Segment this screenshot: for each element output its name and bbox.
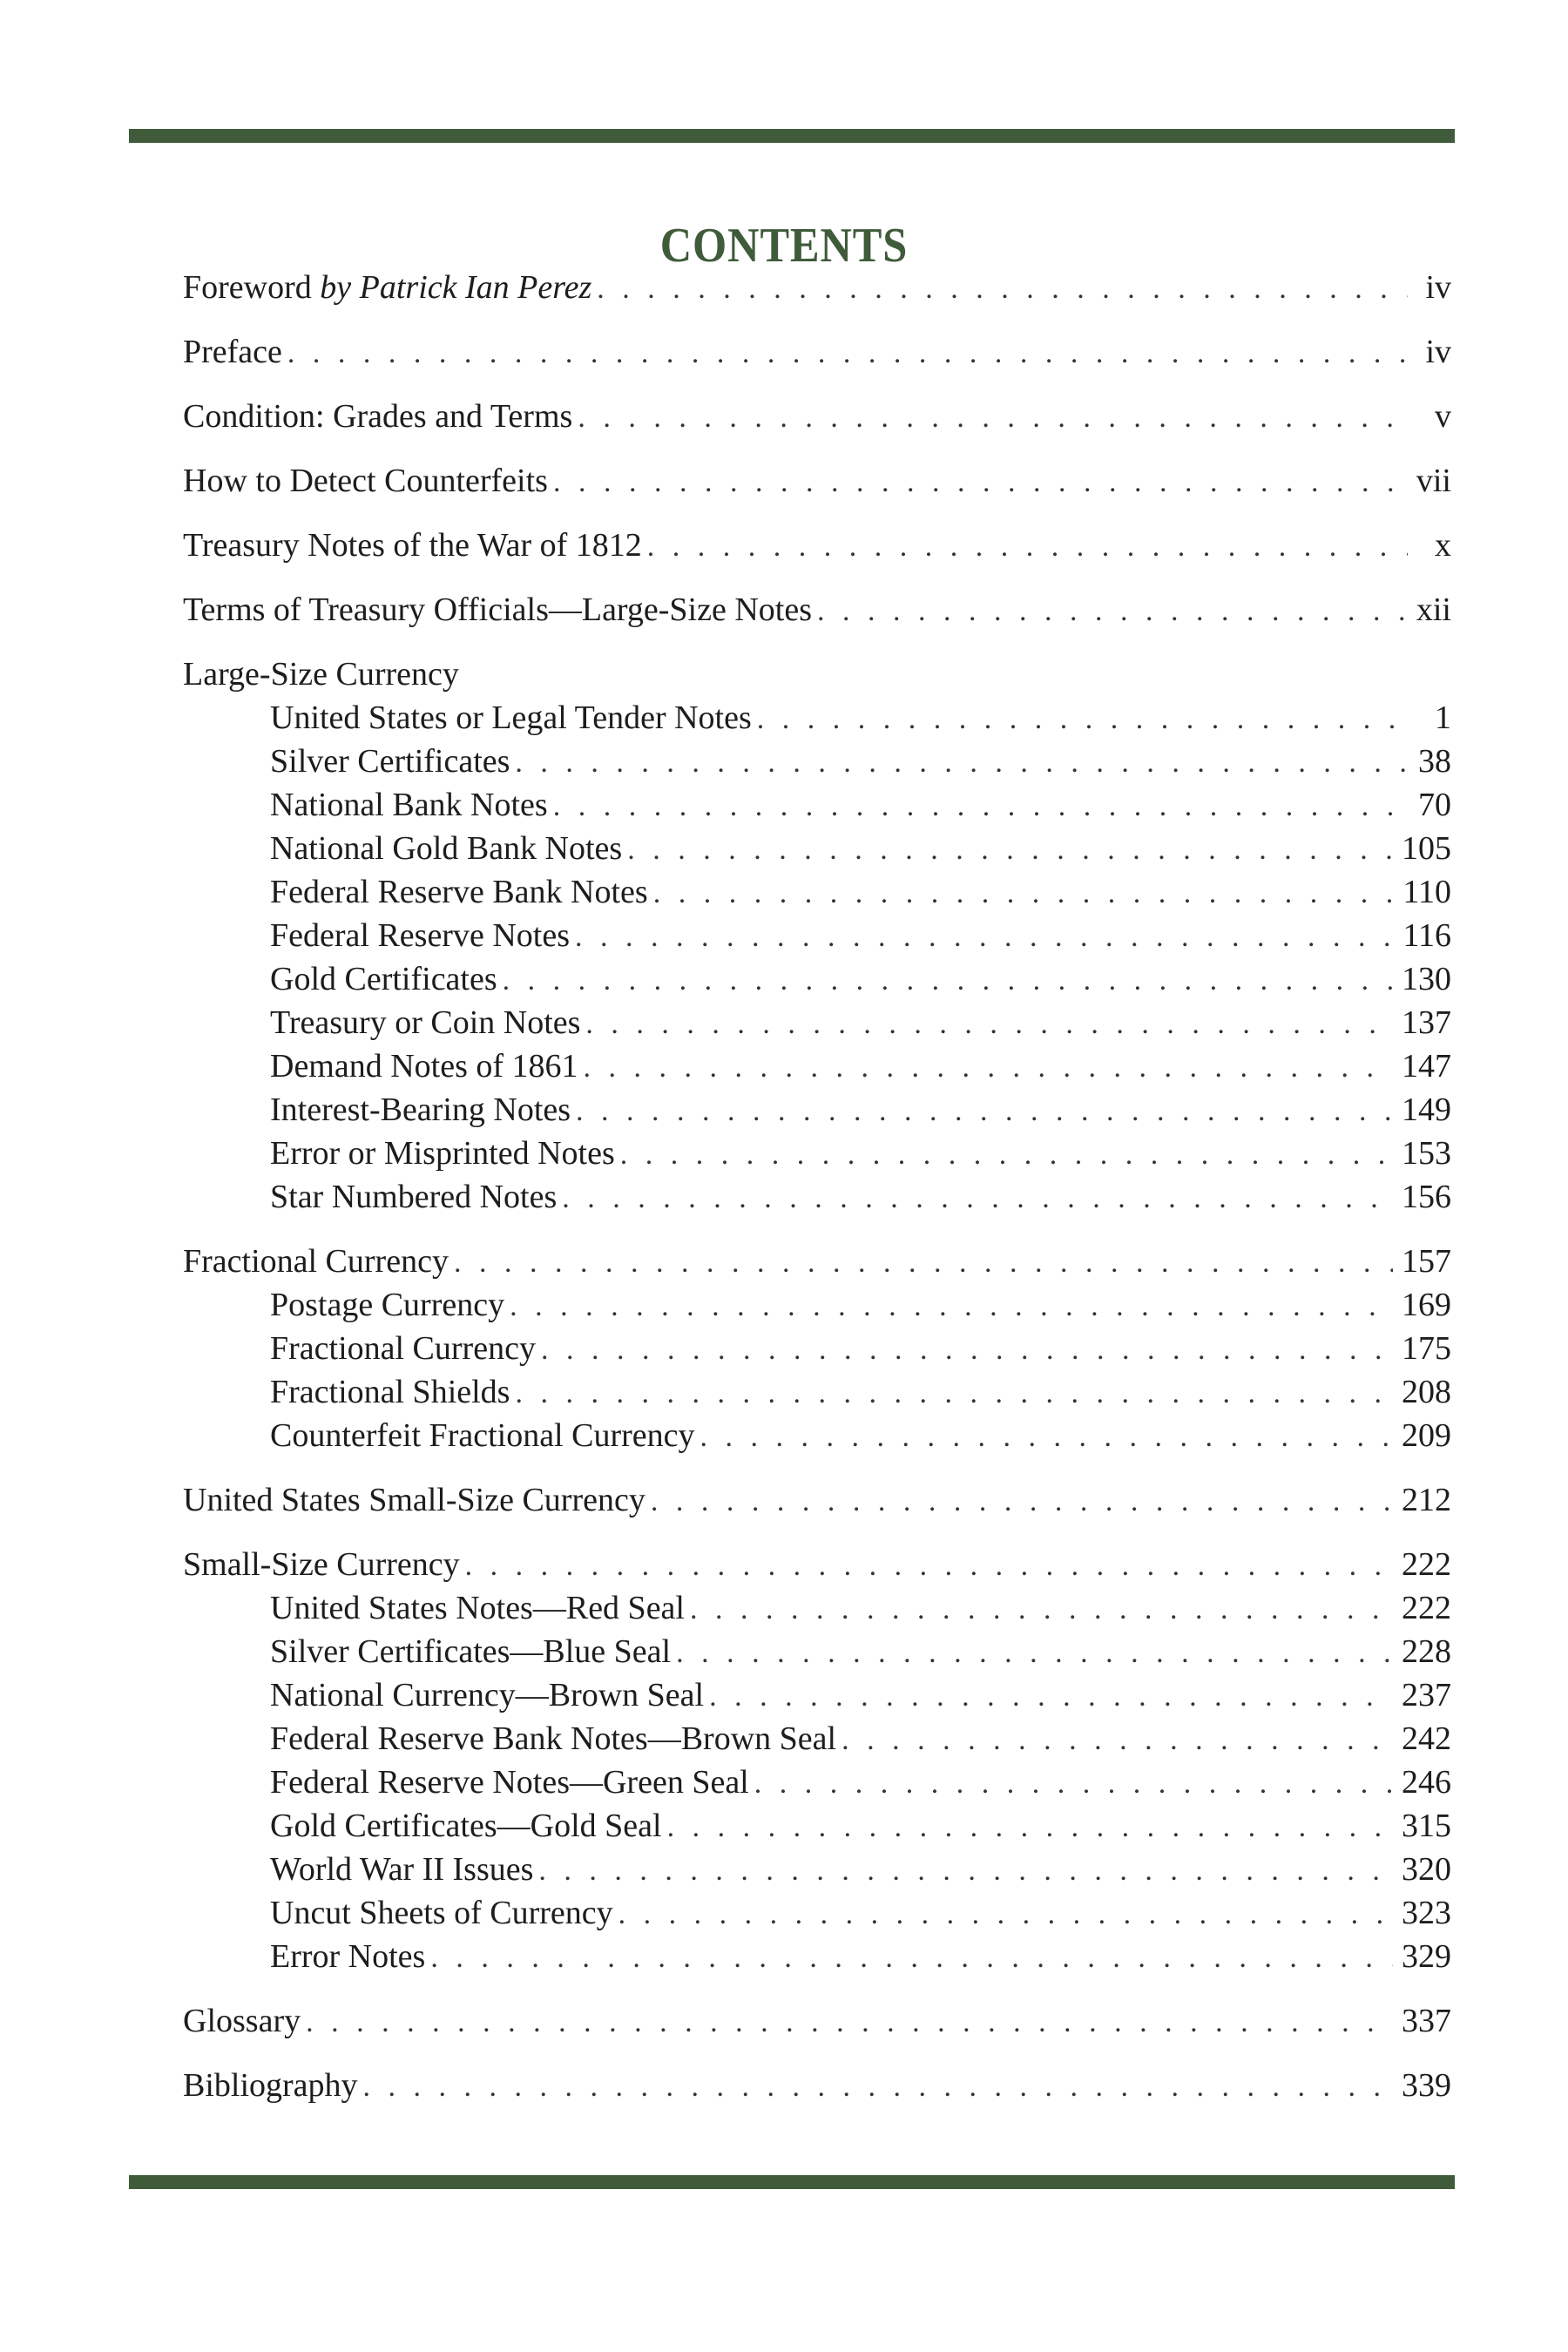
entry-title: Condition: Grades and Terms [183, 398, 573, 435]
entry-title: Counterfeit Fractional Currency [270, 1417, 695, 1454]
entry-title: Federal Reserve Bank Notes [270, 874, 648, 910]
toc-entry [183, 2064, 1451, 2107]
toc-subentry [183, 870, 1451, 914]
toc-subentry [183, 1370, 1451, 1414]
page-number: 242 [1402, 1720, 1451, 1757]
dot-leader [817, 590, 1408, 633]
entry-title: Silver Certificates [270, 743, 510, 780]
page-number: v [1435, 398, 1451, 435]
page-number: 222 [1402, 1590, 1451, 1626]
page-number: 237 [1402, 1677, 1451, 1713]
dot-leader [841, 1719, 1393, 1762]
entry-author: by Patrick Ian Perez [320, 269, 592, 306]
dot-leader [576, 1090, 1393, 1133]
page-number: vii [1416, 463, 1451, 499]
page-number: 137 [1402, 1004, 1451, 1041]
bottom-rule [129, 2175, 1455, 2189]
toc-entry [183, 459, 1451, 503]
dot-leader [575, 916, 1394, 959]
dot-leader [597, 267, 1408, 311]
toc-subentry [183, 1088, 1451, 1132]
entry-title: Fractional Shields [270, 1374, 510, 1410]
entry-title: Federal Reserve Notes [270, 917, 570, 954]
toc-subentry [183, 1630, 1451, 1673]
entry-title: Treasury or Coin Notes [270, 1004, 581, 1041]
dot-leader [553, 461, 1408, 504]
toc-entry [183, 1999, 1451, 2043]
entry-title: Star Numbered Notes [270, 1179, 558, 1215]
page-number: 222 [1402, 1546, 1451, 1583]
entry-title: How to Detect Counterfeits [183, 463, 548, 499]
entry-title: World War II Issues [270, 1851, 534, 1888]
page-number: x [1435, 527, 1451, 564]
entry-title: National Currency—Brown Seal [270, 1677, 705, 1713]
entry-title: Preface [183, 334, 282, 370]
dot-leader [541, 1328, 1393, 1372]
toc-entry [183, 588, 1451, 632]
dot-leader [647, 525, 1408, 569]
toc-group [183, 1240, 1451, 1457]
entry-title: Error or Misprinted Notes [270, 1135, 615, 1172]
dot-leader [757, 698, 1408, 741]
toc-subentry [183, 1717, 1451, 1761]
toc-subentry [183, 1761, 1451, 1804]
page-number: 329 [1402, 1938, 1451, 1975]
dot-leader [700, 1416, 1393, 1459]
dot-leader [515, 741, 1408, 785]
page-number: 156 [1402, 1179, 1451, 1215]
dot-leader [465, 1544, 1393, 1588]
toc-subentry [183, 1891, 1451, 1935]
page-number: xii [1416, 591, 1451, 628]
toc-entry [183, 395, 1451, 438]
dot-leader [454, 1241, 1393, 1285]
toc-subentry [183, 1414, 1451, 1457]
dot-leader [667, 1806, 1393, 1849]
dot-leader [620, 1133, 1393, 1177]
dot-leader [306, 2001, 1393, 2044]
page-number: 323 [1402, 1895, 1451, 1931]
toc-subentry [183, 957, 1451, 1001]
toc-subentry [183, 827, 1451, 870]
toc-group [183, 524, 1451, 567]
entry-title: Foreword by Patrick Ian Perez [183, 269, 592, 306]
toc-subentry [183, 1283, 1451, 1327]
entry-title: Uncut Sheets of Currency [270, 1895, 613, 1931]
entry-title: Fractional Currency [270, 1330, 536, 1367]
entry-title: Federal Reserve Bank Notes—Brown Seal [270, 1720, 837, 1757]
dot-leader [754, 1762, 1393, 1806]
page-number: 228 [1402, 1633, 1451, 1670]
dot-leader [553, 785, 1408, 828]
toc-entry [183, 1240, 1451, 1283]
toc-subentry [183, 1586, 1451, 1630]
page-number: 337 [1402, 2003, 1451, 2039]
toc-group [183, 459, 1451, 503]
dot-leader [510, 1285, 1393, 1328]
page-number: 1 [1435, 700, 1451, 736]
dot-leader [585, 1003, 1393, 1046]
entry-title: United States Small-Size Currency [183, 1482, 645, 1518]
dot-leader [578, 396, 1408, 440]
toc-entry [183, 1543, 1451, 1586]
entry-title: Postage Currency [270, 1287, 505, 1323]
dot-leader [690, 1588, 1393, 1632]
entry-title: United States Notes—Red Seal [270, 1590, 685, 1626]
toc-group [183, 1999, 1451, 2043]
entry-title: Demand Notes of 1861 [270, 1048, 578, 1085]
entry-title: Fractional Currency [183, 1243, 449, 1280]
toc-subentry [183, 1132, 1451, 1175]
page-number: 320 [1402, 1851, 1451, 1888]
toc-group [183, 1478, 1451, 1522]
entry-title: Federal Reserve Notes—Green Seal [270, 1764, 749, 1801]
dot-leader [538, 1849, 1393, 1893]
toc-group [183, 395, 1451, 438]
entry-title: Treasury Notes of the War of 1812 [183, 527, 642, 564]
toc-subentry [183, 1001, 1451, 1044]
dot-leader [287, 332, 1408, 375]
dot-leader [676, 1632, 1393, 1675]
toc-group [183, 2064, 1451, 2107]
page-number: 130 [1402, 961, 1451, 997]
toc-group [183, 266, 1451, 309]
entry-title: Gold Certificates—Gold Seal [270, 1808, 662, 1844]
page-number: 70 [1418, 787, 1451, 823]
page-number: 315 [1402, 1808, 1451, 1844]
dot-leader [503, 959, 1393, 1003]
entry-title: National Gold Bank Notes [270, 830, 623, 867]
page-number: iv [1425, 334, 1451, 370]
toc-subentry [183, 1673, 1451, 1717]
toc-subentry [183, 740, 1451, 783]
page-number: 212 [1402, 1482, 1451, 1518]
page-number: 246 [1402, 1764, 1451, 1801]
entry-title: Large-Size Currency [183, 656, 459, 693]
toc-subentry [183, 1327, 1451, 1370]
page-number: 149 [1402, 1092, 1451, 1128]
toc-subentry [183, 1935, 1451, 1978]
top-rule [129, 129, 1455, 143]
page-title: CONTENTS [659, 218, 909, 273]
dot-leader [515, 1372, 1393, 1416]
page-number: 147 [1402, 1048, 1451, 1085]
page-number: 339 [1402, 2067, 1451, 2104]
dot-leader [584, 1046, 1393, 1090]
entry-title: Glossary [183, 2003, 301, 2039]
dot-leader [653, 872, 1395, 916]
toc-subentry [183, 1804, 1451, 1848]
dot-leader [709, 1675, 1393, 1719]
toc-entry [183, 652, 1451, 696]
entry-title: Bibliography [183, 2067, 358, 2104]
toc-group [183, 652, 1451, 1219]
entry-title: Interest-Bearing Notes [270, 1092, 571, 1128]
toc-group [183, 330, 1451, 374]
dot-leader [618, 1893, 1393, 1936]
dot-leader [627, 828, 1393, 872]
page-number: 209 [1402, 1417, 1451, 1454]
dot-leader [430, 1936, 1393, 1980]
toc-subentry [183, 1175, 1451, 1219]
toc-subentry [183, 696, 1451, 740]
page-number: 157 [1402, 1243, 1451, 1280]
page-number: iv [1425, 269, 1451, 306]
page-number: 175 [1402, 1330, 1451, 1367]
dot-leader [363, 2065, 1393, 2109]
entry-title: Small-Size Currency [183, 1546, 460, 1583]
page-number: 110 [1402, 874, 1451, 910]
toc-subentry [183, 783, 1451, 827]
entry-title: Gold Certificates [270, 961, 497, 997]
toc-subentry [183, 1044, 1451, 1088]
entry-title: Terms of Treasury Officials—Large-Size Notes [183, 591, 812, 628]
entry-title: National Bank Notes [270, 787, 548, 823]
toc-entry [183, 524, 1451, 567]
toc-entry [183, 330, 1451, 374]
entry-title: United States or Legal Tender Notes [270, 700, 752, 736]
toc-entry [183, 266, 1451, 309]
page-number: 105 [1402, 830, 1451, 867]
entry-title: Silver Certificates—Blue Seal [270, 1633, 672, 1670]
page-number: 208 [1402, 1374, 1451, 1410]
page-number: 38 [1418, 743, 1451, 780]
toc-group [183, 588, 1451, 632]
toc-group [183, 1543, 1451, 1978]
dot-leader [562, 1177, 1393, 1220]
page-number: 153 [1402, 1135, 1451, 1172]
table-of-contents [183, 266, 1451, 2128]
toc-subentry [183, 1848, 1451, 1891]
page-number: 169 [1402, 1287, 1451, 1323]
dot-leader [651, 1480, 1393, 1524]
page-number: 116 [1402, 917, 1451, 954]
toc-subentry [183, 914, 1451, 957]
entry-title: Error Notes [270, 1938, 426, 1975]
toc-entry [183, 1478, 1451, 1522]
